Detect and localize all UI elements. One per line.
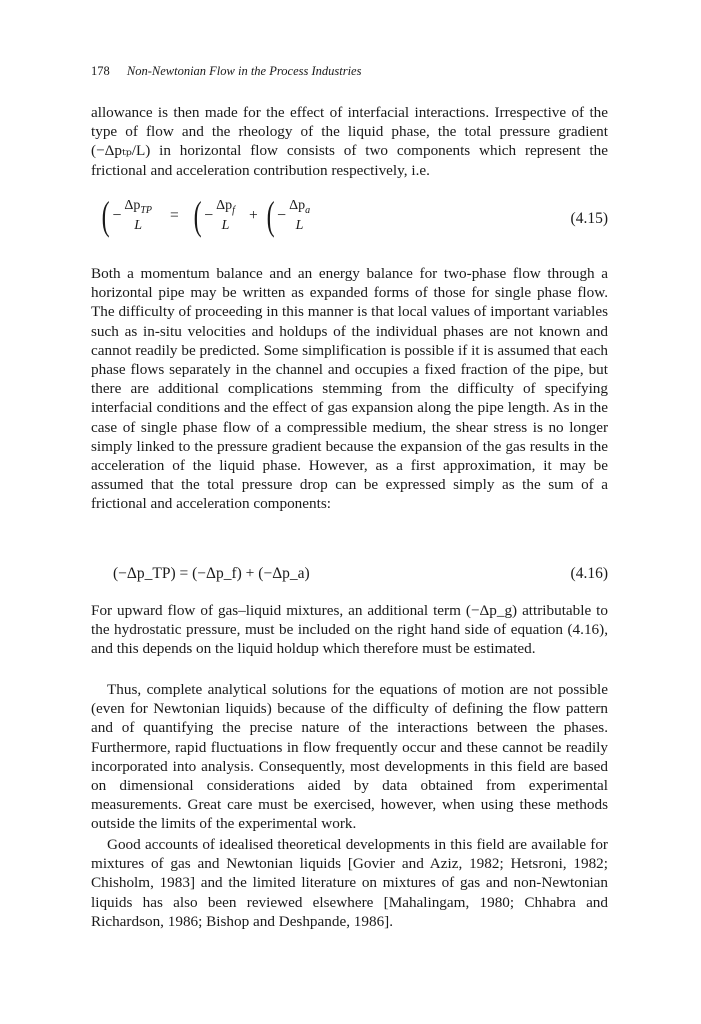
paragraph-5: Good accounts of idealised theoretical developments in this field are available for mixtures of gas and Newtonian liquids [Govier and Aziz, 1982; Hetsroni, 1982; Chisholm, 1983] and the limited literature on mixtures of gas and non-Newtonian liquids has also been reviewed elsewhere [Mahalingam, 1980; Chhabra and Richardson, 1986; Bishop and Deshpande, 1986]. (91, 836, 608, 930)
paragraph-3: For upward flow of gas–liquid mixtures, an additional term (−Δp_g) attributable to the hydrostatic pressure, must be included on the right hand side of equation (4.16), and this depends on the liquid holdup which therefore must be estimated. (91, 602, 608, 658)
equation-4-16 (91, 565, 608, 589)
running-title: Non-Newtonian Flow in the Process Industries (126, 64, 362, 78)
equation-number: (4.16) (570, 565, 608, 582)
paragraph-2: Both a momentum balance and an energy balance for two-phase flow through a horizontal pipe may be written as expanded forms of those for single phase flow. The difficulty of proceeding in this manner is that local values of important variables such as in-situ velocities and holdups of the individual phases are not known and cannot readily be predicted. Some simplification is possible if it is assumed that each phase flows separately in the channel and occupies a fixed fraction of the pipe, but there are additional complications stemming from the difficulty of specifying interfacial conditions and the effect of gas expansion along the pipe length. As in the case of single phase flow of a compressible medium, the shear stress is no longer simply linked to the pressure gradient because the expansion of the gas results in the acceleration of the liquid phase. However, as a first approximation, it may be assumed that the total pressure drop can be expressed simply as the sum of a frictional and acceleration components: (91, 265, 608, 513)
running-header (91, 64, 361, 79)
equation-number: (4.15) (570, 210, 608, 227)
equation-body: (−Δp_TP) = (−Δp_f) + (−Δp_a) (113, 565, 310, 582)
paragraph-1: allowance is then made for the effect of interfacial interactions. Irrespective of the type of flow and the rheology of the liquid phase, the total pressure gradient (−Δpₜₚ/L) in horizontal flow consists of two components which represent the frictional and acceleration contribution respectively, i.e. (91, 104, 608, 179)
equation-4-15: ( − $\Delta p_{TP}$ L = ( − $\Delta p_f$ L + ( − $\Delta p_a$ L (4.15) (101, 193, 608, 238)
page-number: 178 (91, 64, 110, 78)
paragraph-4: Thus, complete analytical solutions for the equations of motion are not possible (even for Newtonian liquids) because of the difficulty of defining the flow pattern and of quantifying the precise nature of the interactions between the phases. Furthermore, rapid fluctuations in flow frequently occur and these cannot be readily incorporated into analysis. Consequently, most developments in this field are based on dimensional considerations aided by data obtained from experimental measurements. Great care must be exercised, however, when using these methods outside the limits of the experimental work. (91, 681, 608, 833)
